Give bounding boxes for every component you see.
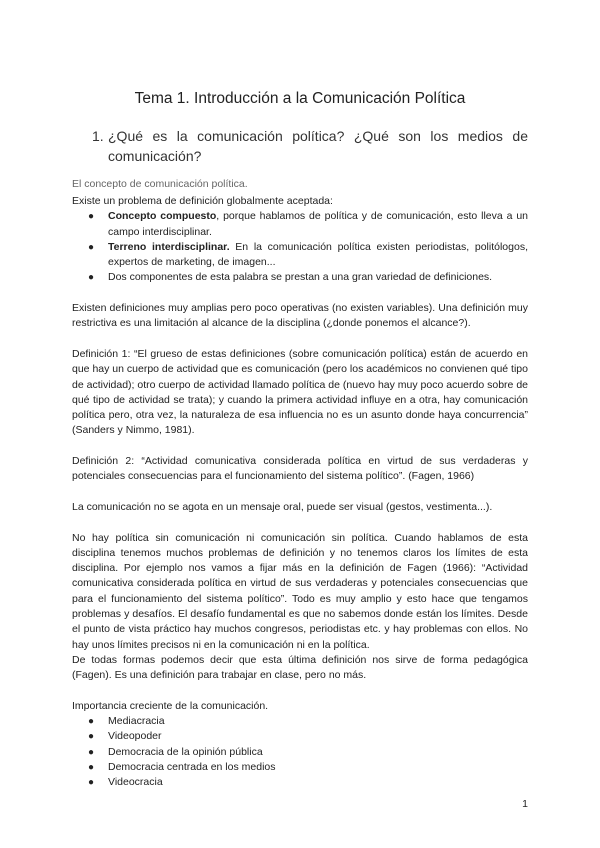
bullet-icon: ● bbox=[88, 731, 95, 743]
list-item bbox=[72, 729, 528, 744]
list-item-text: Videopoder bbox=[108, 730, 162, 743]
page-number: 1 bbox=[522, 798, 528, 810]
paragraph-definitions-scope: Existen definiciones muy amplias pero poco operativas (no existen variables). Una definición muy restrictiva es una limitación al alcance de la disciplina (¿donde ponemos el alcance?). bbox=[72, 302, 528, 330]
paragraph-visual-communication: La comunicación no se agota en un mensaje oral, puede ser visual (gestos, vestimenta...). bbox=[72, 500, 493, 513]
paragraph-pedagogical: De todas formas podemos decir que esta última definición nos sirve de forma pedagógica (Fagen). Es una definición para trabajar en clase, pero no más. bbox=[72, 653, 528, 682]
body-text bbox=[72, 194, 528, 791]
paragraph-definition-1: Definición 1: “El grueso de estas definiciones (sobre comunicación política) están de acuerdo en que hay un cuerpo de actividad que es comunicación (pero los académicos no convienen qué tipo de actividad); otro cuerpo de actividad llamado política de (nuevo hay muy poco acuerdo sobre de qué tipo de actividad se trata); y cuando la primera actividad influye en a otra, hay comunicación política pero, otra vez, la naturaleza de esa influencia no es un asunto donde haya concurrencia” (Sanders y Nimmo, 1981). bbox=[72, 347, 528, 437]
section-number: 1. bbox=[92, 128, 104, 144]
list-item bbox=[72, 745, 528, 760]
list-item-text: Videocracia bbox=[108, 776, 163, 789]
bullet-icon: ● bbox=[88, 211, 95, 223]
list-item-bold: Terreno interdisciplinar. bbox=[108, 240, 230, 253]
definition-problems-list bbox=[72, 209, 528, 285]
list-item bbox=[72, 209, 528, 240]
paragraph-politics-communication: No hay política sin comunicación ni comunicación sin política. Cuando hablamos de esta disciplina tenemos muchos problemas de definición y no tenemos claros los límites de esta disciplina. Por ejemplo nos vamos a fijar más en la definición de Fagen (1966): “Actividad comunicativa considerada política en virtud de sus verdaderas y potenciales consecuencias que para el funcionamiento del sistema político”. Todo es muy amplio y esto hace que tengamos problemas y desafíos. El desafío fundamental es que no sabemos donde están los límites. Desde el punto de vista práctico hay muchos congresos, periodistas etc. y hay problemas con ellos. No hay unos límites precisos ni en la comunicación ni en la política. bbox=[72, 531, 528, 651]
importance-label: Importancia creciente de la comunicación. bbox=[72, 699, 269, 712]
list-item-text: , porque hablamos de política y de comunicación, esto lleva a un campo interdisciplinar. bbox=[108, 210, 528, 238]
bullet-icon: ● bbox=[88, 272, 95, 284]
list-item-text: Democracia de la opinión pública bbox=[108, 745, 263, 758]
list-item-bold: Concepto compuesto bbox=[108, 210, 217, 223]
bullet-icon: ● bbox=[88, 746, 95, 758]
list-item bbox=[72, 775, 528, 790]
list-item-text: Dos componentes de esta palabra se prestan a una gran variedad de definiciones. bbox=[108, 271, 493, 284]
page-title: Tema 1. Introducción a la Comunicación Política bbox=[134, 90, 466, 107]
importance-list bbox=[72, 714, 528, 790]
intro-paragraph: Existe un problema de definición globalmente aceptada: bbox=[72, 195, 333, 207]
subsection-title: El concepto de comunicación política. bbox=[72, 178, 248, 190]
list-item-text: En la comunicación política existen periodistas, politólogos, expertos de marketing, de imagen... bbox=[108, 240, 528, 269]
paragraph-definition-2: Definición 2: “Actividad comunicativa considerada política en virtud de sus verdaderas y potenciales consecuencias para el funcionamiento del sistema político”. (Fagen, 1966) bbox=[72, 455, 528, 483]
bullet-icon: ● bbox=[88, 777, 95, 789]
bullet-icon: ● bbox=[88, 716, 95, 728]
list-item bbox=[72, 760, 528, 775]
list-item-text: Mediacracia bbox=[108, 715, 165, 728]
bullet-icon: ● bbox=[88, 241, 95, 253]
list-item-text: Democracia centrada en los medios bbox=[108, 760, 276, 773]
list-item bbox=[72, 270, 528, 285]
list-item bbox=[72, 714, 528, 729]
bullet-icon: ● bbox=[88, 761, 95, 773]
section-heading-text: ¿Qué es la comunicación política? ¿Qué son los medios de comunicación? bbox=[108, 128, 528, 164]
section-heading bbox=[92, 126, 528, 166]
list-item bbox=[72, 240, 528, 271]
